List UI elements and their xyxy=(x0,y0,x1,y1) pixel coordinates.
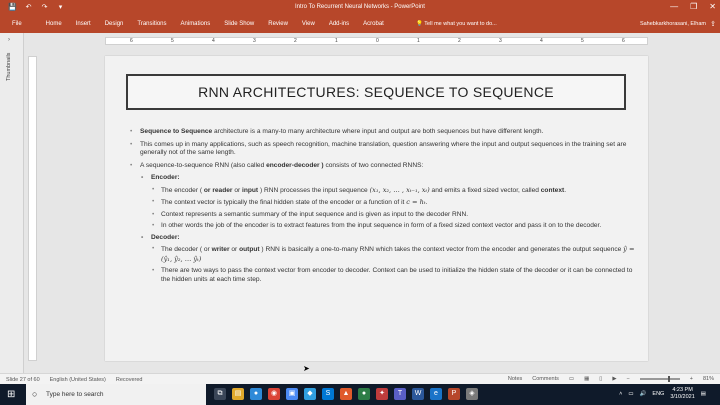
tab-slide-show[interactable]: Slide Show xyxy=(224,21,255,27)
notification-icon[interactable]: ▤ xyxy=(700,391,706,397)
window-title: Intro To Recurrent Neural Networks - PowerPoint xyxy=(295,4,425,10)
tab-review[interactable]: Review xyxy=(268,21,288,27)
close-button[interactable]: ✕ xyxy=(709,2,716,11)
tab-acrobat[interactable]: Acrobat xyxy=(363,21,384,27)
tell-me-text: Tell me what you want to do... xyxy=(424,21,497,27)
term-or-reader: or reader xyxy=(203,186,233,194)
taskbar-app-icon[interactable]: T xyxy=(394,388,406,400)
status-bar xyxy=(0,373,720,384)
tab-animations[interactable]: Animations xyxy=(180,21,211,27)
network-icon[interactable]: ▭ xyxy=(628,391,634,397)
taskbar-app-icon[interactable]: ▲ xyxy=(340,388,352,400)
term-output: output xyxy=(239,246,260,253)
zoom-slider[interactable] xyxy=(640,378,680,380)
user-account[interactable]: Sahebkarkhorasani, Elham xyxy=(639,21,706,27)
ruler-tick: 3 xyxy=(253,38,256,44)
bullet-text: The context vector is typically the final hidden state of the encoder or a function of it xyxy=(161,199,407,206)
context-math: c = hₜ xyxy=(406,198,426,206)
title-bar xyxy=(0,0,720,16)
taskbar-app-icon[interactable]: ▣ xyxy=(286,388,298,400)
minimize-button[interactable]: — xyxy=(670,2,679,11)
taskbar-app-icon[interactable]: e xyxy=(430,388,442,400)
thumbnails-pane xyxy=(0,33,24,373)
taskbar-app-icon[interactable]: ● xyxy=(358,388,370,400)
reading-view-icon[interactable]: ▯ xyxy=(599,376,603,382)
windows-start-icon[interactable]: ⊞ xyxy=(7,389,16,400)
ruler-tick: 0 xyxy=(376,38,379,44)
tab-file[interactable]: File xyxy=(12,21,22,27)
taskbar-search[interactable] xyxy=(26,384,206,405)
bullet-text: The decoder ( or xyxy=(161,246,212,253)
tray-chevron-icon[interactable]: ˄ xyxy=(619,391,623,397)
slideshow-icon[interactable]: ▶ xyxy=(612,376,617,382)
ruler-tick: 1 xyxy=(417,38,420,44)
tab-transitions[interactable]: Transitions xyxy=(137,21,167,27)
ruler-tick: 5 xyxy=(581,38,584,44)
share-icon[interactable]: ⇪ xyxy=(710,21,716,28)
system-tray xyxy=(619,387,706,401)
ribbon-tabs xyxy=(0,16,720,33)
bullet-applications: • This comes up in many applications, such as speech recognition, machine translation, question answering where the input and output sequences in the training set are generally not of the same length. xyxy=(127,141,642,158)
tab-view[interactable]: View xyxy=(301,21,315,27)
ruler-tick: 6 xyxy=(130,38,133,44)
bullet-text: ) RNN is basically a one-to-many RNN which takes the context vector from the encoder and generates the output sequence xyxy=(259,246,624,253)
normal-view-icon[interactable]: ▭ xyxy=(568,376,575,382)
output-sequence-math: ŷ = (ŷ₁, ŷ₂, … ŷₜ) xyxy=(161,245,635,263)
taskbar-app-icon[interactable]: ⧉ xyxy=(214,388,226,400)
slide-sorter-icon[interactable]: ▦ xyxy=(584,376,590,382)
slide-canvas[interactable] xyxy=(105,56,648,361)
window-controls xyxy=(670,2,716,11)
redo-icon[interactable]: ↷ xyxy=(41,4,48,11)
tab-insert[interactable]: Insert xyxy=(75,21,91,27)
volume-icon[interactable]: 🔊 xyxy=(639,391,647,397)
ruler-tick: 2 xyxy=(294,38,297,44)
ruler-tick: 5 xyxy=(171,38,174,44)
search-placeholder: Type here to search xyxy=(46,391,104,398)
expand-thumbnails-icon[interactable]: › xyxy=(8,37,10,43)
term-context: context xyxy=(540,186,565,194)
taskbar-app-icon[interactable]: ◉ xyxy=(268,388,280,400)
ruler-tick: 2 xyxy=(458,38,461,44)
taskbar-app-icon[interactable]: ✦ xyxy=(376,388,388,400)
mouse-cursor-icon: ➤ xyxy=(303,364,310,373)
taskbar-app-icon[interactable]: ▤ xyxy=(232,388,244,400)
tab-home[interactable]: Home xyxy=(45,21,62,27)
zoom-in-icon[interactable]: + xyxy=(689,376,693,382)
clock-time: 4:23 PM xyxy=(672,387,693,393)
taskbar-app-icon[interactable]: ◆ xyxy=(304,388,316,400)
taskbar-app-icon[interactable]: ● xyxy=(250,388,262,400)
bullet-encoder-2 xyxy=(127,198,642,208)
bullet-text: . xyxy=(425,199,428,206)
bullet-text: or xyxy=(229,246,240,253)
clock-date: 3/10/2021 xyxy=(670,394,695,400)
taskbar-app-icon[interactable]: S xyxy=(322,388,334,400)
bullet-decoder-1 xyxy=(127,245,642,264)
taskbar-app-icon[interactable]: ◈ xyxy=(466,388,478,400)
slide-body[interactable] xyxy=(127,128,642,287)
slide-counter[interactable]: Slide 27 of 60 xyxy=(6,377,40,383)
comments-button[interactable]: Comments xyxy=(532,376,559,382)
input-sequence-math: (x₁, x₂, … , xₜ₋₁, xₜ) xyxy=(369,185,430,194)
slide-title[interactable]: RNN ARCHITECTURES: SEQUENCE TO SEQUENCE xyxy=(126,74,626,110)
bullet-encoder-4: • In other words the job of the encoder is to extract features from the input sequence in form of a fixed sized context vector and pass it on to the decoder. xyxy=(127,222,642,231)
zoom-level[interactable]: 81% xyxy=(702,376,714,382)
ruler-tick: 3 xyxy=(499,38,502,44)
tell-me-search[interactable] xyxy=(416,21,497,27)
notes-button[interactable]: Notes xyxy=(507,376,523,382)
vertical-ruler xyxy=(28,56,37,361)
bullet-encoder-1 xyxy=(127,186,642,196)
bullet-encoder-decoder xyxy=(127,162,642,171)
input-language[interactable]: ENG xyxy=(652,391,665,397)
customize-qat-icon[interactable]: ▾ xyxy=(58,4,63,11)
ruler-tick: 4 xyxy=(540,38,543,44)
horizontal-ruler xyxy=(105,37,648,45)
pinned-apps xyxy=(214,388,478,400)
ruler-tick: 6 xyxy=(622,38,625,44)
bullet-text: The encoder ( xyxy=(161,186,204,194)
lightbulb-icon: 💡 xyxy=(416,21,423,27)
term-writer: writer xyxy=(211,246,230,253)
encoder-heading: • Encoder: xyxy=(127,174,642,183)
search-icon: ○ xyxy=(32,389,38,399)
ruler-tick: 1 xyxy=(335,38,338,44)
bullet-text: A sequence-to-sequence RNN (also called xyxy=(140,161,267,169)
taskbar-app-icon[interactable]: P xyxy=(448,388,460,400)
recovered-label: Recovered xyxy=(115,377,143,383)
bullet-encoder-3: • Context represents a semantic summary of the input sequence and is given as input to the decoder RNN. xyxy=(127,211,642,220)
taskbar-app-icon[interactable]: W xyxy=(412,388,424,400)
term-sequence-to-sequence: Sequence to Sequence xyxy=(140,128,213,135)
zoom-out-icon[interactable]: − xyxy=(626,376,630,382)
language-indicator[interactable]: English (United States) xyxy=(49,377,106,383)
bullet-text: . xyxy=(564,186,567,194)
bullet-decoder-2: • There are two ways to pass the context vector from encoder to decoder. Context can be used to initialize the hidden state of the decoder or it can be connected to the hidden units at each time step. xyxy=(127,267,642,284)
tab-design[interactable]: Design xyxy=(104,21,124,27)
bullet-text: and emits a fixed sized vector, called xyxy=(429,186,541,194)
windows-taskbar xyxy=(0,384,720,405)
bullet-text: consists of two connected RNNS: xyxy=(323,161,424,169)
tab-add-ins[interactable]: Add-ins xyxy=(328,21,350,27)
term-input: input xyxy=(242,186,259,194)
bullet-text: ) RNN processes the input sequence xyxy=(258,186,370,194)
bullet-text: architecture is a many-to many architecture where input and output are both sequences but have different length. xyxy=(212,128,544,135)
thumbnails-label: Thumbnails xyxy=(6,52,12,81)
ruler-tick: 4 xyxy=(212,38,215,44)
decoder-heading: • Decoder: xyxy=(127,234,642,243)
undo-icon[interactable]: ↶ xyxy=(25,4,32,11)
bullet-seq2seq xyxy=(127,128,642,137)
bullet-text: or xyxy=(232,186,243,194)
restore-button[interactable]: ❐ xyxy=(690,2,698,11)
term-encoder-decoder: encoder-decoder ) xyxy=(266,161,324,169)
clock[interactable] xyxy=(670,387,694,401)
save-icon[interactable]: 💾 xyxy=(8,4,17,11)
